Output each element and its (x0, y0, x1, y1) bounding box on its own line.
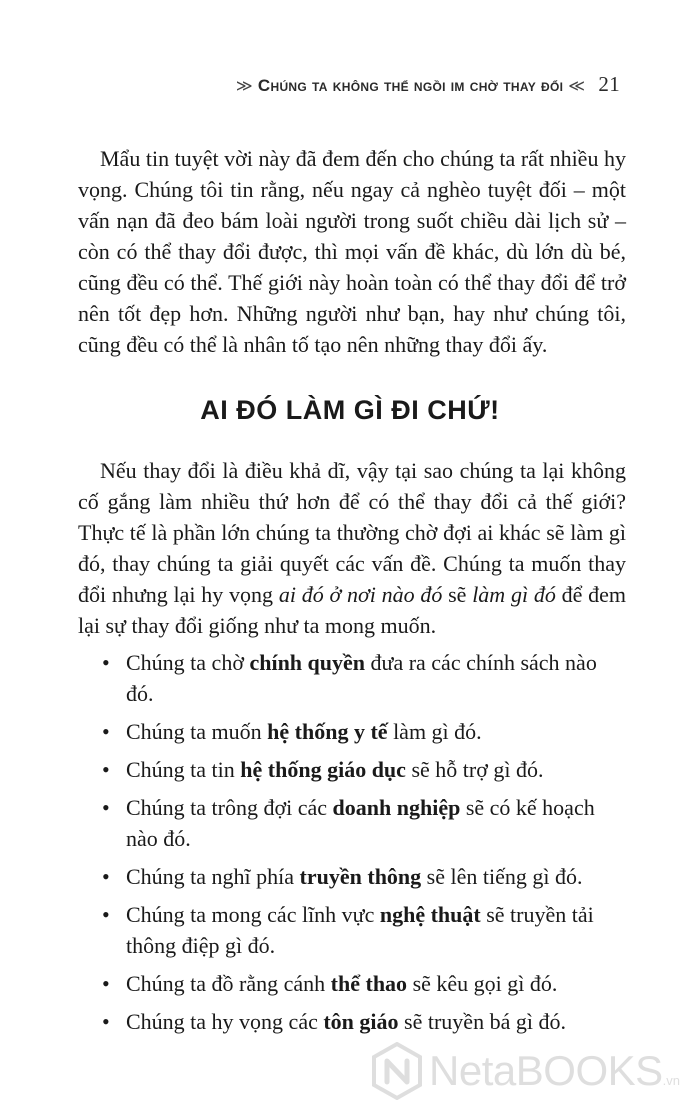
watermark-brand: NetaBOOKS (429, 1047, 663, 1094)
netabooks-logo-icon (371, 1042, 423, 1100)
bullet-item (78, 716, 626, 747)
bullet-bold: truyền thông (299, 864, 422, 889)
bullet-item (78, 899, 626, 961)
bullet-text: Chúng ta nghĩ phía (126, 864, 300, 889)
bullet-dot-icon: • (102, 795, 110, 820)
bullet-dot-icon: • (102, 971, 110, 996)
bullet-text: sẽ truyền bá gì đó. (398, 1009, 566, 1034)
bullet-text: Chúng ta chờ (126, 650, 250, 675)
bullet-item (78, 1006, 626, 1037)
bullet-text: sẽ truyền tải thông điệp gì đó. (126, 902, 594, 958)
bullet-text: Chúng ta tin (126, 757, 241, 782)
bullet-text: Chúng ta đồ rằng cánh (126, 971, 331, 996)
bullet-bold: chính quyền (249, 650, 366, 675)
bullet-text: làm gì đó. (387, 719, 482, 744)
watermark-suffix: .vn (662, 1073, 680, 1088)
watermark (371, 1042, 680, 1100)
bullet-text: Chúng ta muốn (126, 719, 268, 744)
watermark-text (429, 1047, 680, 1095)
paragraph-2 (78, 455, 626, 641)
bullet-dot-icon: • (102, 902, 110, 927)
right-chevron-icon: ≪ (568, 78, 586, 95)
paragraph-2-part-3: để đem lại sự thay đổi giống như ta mong muốn. (78, 582, 626, 638)
bullet-text: đưa ra các chính sách nào đó. (126, 650, 597, 706)
bullet-bold: tôn giáo (323, 1009, 399, 1034)
left-chevron-icon: ≫ (235, 78, 253, 95)
bullet-text: sẽ kêu gọi gì đó. (407, 971, 558, 996)
running-head (236, 72, 620, 97)
paragraph-2-italic-1: ai đó ở nơi nào đó (278, 582, 443, 607)
bullet-dot-icon: • (102, 1009, 110, 1034)
paragraph-1: Mẩu tin tuyệt vời này đã đem đến cho chúng ta rất nhiều hy vọng. Chúng tôi tin rằng, nếu ngay cả nghèo tuyệt đối – một vấn nạn đã đeo bám loài người trong suốt chiều dài lịch sử – còn có thể thay đổi được, thì mọi vấn đề khác, dù lớn dù bé, cũng đều có thể. Thế giới này hoàn toàn có thể thay đổi để trở nên tốt đẹp hơn. Những người như bạn, hay như chúng tôi, cũng đều có thể là nhân tố tạo nên những thay đổi ấy. (78, 146, 626, 357)
chapter-title: Chúng ta không thể ngồi im chờ thay đổi (257, 76, 564, 95)
bullet-item (78, 792, 626, 854)
bullet-item (78, 754, 626, 785)
bullet-bold: doanh nghiệp (332, 795, 461, 820)
bullet-list (78, 647, 626, 1044)
bullet-dot-icon: • (102, 650, 110, 675)
bullet-item (78, 861, 626, 892)
bullet-item (78, 968, 626, 999)
bullet-bold: nghệ thuật (379, 902, 481, 927)
paragraph-2-part-2: sẽ (442, 582, 473, 607)
bullet-dot-icon: • (102, 719, 110, 744)
section-heading: AI ĐÓ LÀM GÌ ĐI CHỨ! (200, 395, 500, 425)
bullet-item (78, 647, 626, 709)
paragraph-2-part-1: Nếu thay đổi là điều khả dĩ, vậy tại sao chúng ta lại không cố gắng làm nhiều thứ hơn để có thể thay đổi cả thế giới? Thực tế là phần lớn chúng ta thường chờ đợi ai khác sẽ làm gì đó, thay chúng ta giải quyết các vấn đề. Chúng ta muốn thay đổi nhưng lại hy vọng (78, 458, 626, 607)
bullet-dot-icon: • (102, 757, 110, 782)
bullet-text: Chúng ta trông đợi các (126, 795, 333, 820)
bullet-bold: hệ thống y tế (267, 719, 388, 744)
bullet-text: sẽ lên tiếng gì đó. (421, 864, 583, 889)
page-number: 21 (598, 72, 620, 96)
paragraph-2-italic-2: làm gì đó (472, 582, 556, 607)
bullet-bold: hệ thống giáo dục (240, 757, 406, 782)
bullet-text: Chúng ta hy vọng các (126, 1009, 324, 1034)
bullet-text: Chúng ta mong các lĩnh vực (126, 902, 380, 927)
bullet-dot-icon: • (102, 864, 110, 889)
bullet-text: sẽ có kế hoạch nào đó. (126, 795, 595, 851)
bullet-bold: thể thao (330, 971, 408, 996)
bullet-text: sẽ hỗ trợ gì đó. (405, 757, 544, 782)
